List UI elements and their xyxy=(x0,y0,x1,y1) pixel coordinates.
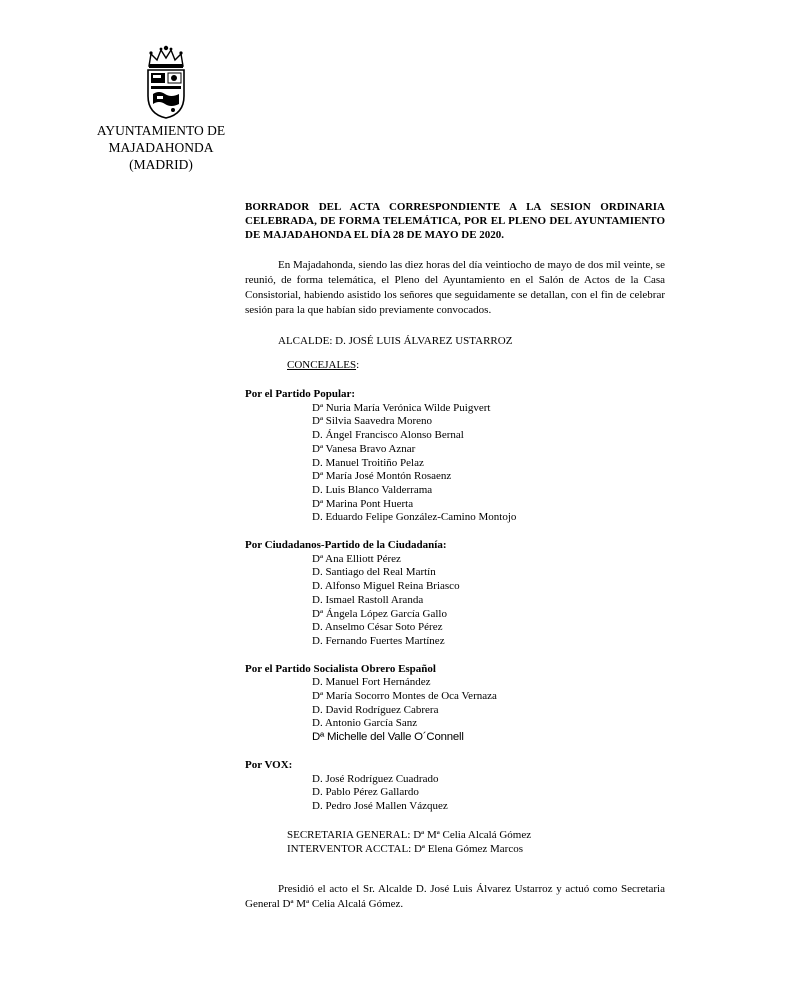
member-item: D. Anselmo César Soto Pérez xyxy=(312,621,443,634)
party-title: Por el Partido Popular: xyxy=(245,388,356,400)
member-item: D. Manuel Troitiño Pelaz xyxy=(312,456,424,469)
minutes-body xyxy=(245,200,665,912)
org-line: (MADRID) xyxy=(129,157,193,172)
member-item: D. Fernando Fuertes Martínez xyxy=(312,634,445,647)
party-title: Por Ciudadanos-Partido de la Ciudadanía: xyxy=(245,539,447,552)
municipal-crest-icon xyxy=(143,44,189,120)
member-list xyxy=(245,773,665,814)
member-item: D. Ángel Francisco Alonso Bernal xyxy=(312,429,464,442)
member-item: D. Eduardo Felipe González-Camino Montojo xyxy=(312,511,517,524)
councillors-colon: : xyxy=(356,359,360,371)
closing-paragraph: Presidió el acto el Sr. Alcalde D. José Luis Álvarez Ustarroz y actuó como Secretaria General Dª Mª Celia Alcalá Gómez. xyxy=(245,882,665,910)
member-item: Dª Marina Pont Huerta xyxy=(312,497,414,510)
councillors-heading xyxy=(245,358,665,372)
member-item: D. Alfonso Miguel Reina Briasco xyxy=(312,580,460,593)
controller-line: INTERVENTOR ACCTAL: Dª Elena Gómez Marcos xyxy=(287,842,524,855)
member-item: D. Luis Blanco Valderrama xyxy=(312,483,433,496)
member-item: Dª Ana Elliott Pérez xyxy=(312,552,401,565)
organization-name xyxy=(80,122,242,173)
member-item: Dª María José Montón Rosaenz xyxy=(312,470,452,483)
member-item: D. Ismael Rastoll Aranda xyxy=(312,593,424,606)
party-title: Por el Partido Socialista Obrero Español xyxy=(245,662,436,675)
member-item: Dª Silvia Saavedra Moreno xyxy=(312,415,433,428)
member-list xyxy=(245,676,665,745)
member-item: D. Pablo Pérez Gallardo xyxy=(312,786,419,799)
org-line: AYUNTAMIENTO DE xyxy=(96,123,226,138)
member-item: Dª Vanesa Bravo Aznar xyxy=(312,442,416,455)
document-title: BORRADOR DEL ACTA CORRESPONDIENTE A LA SESION ORDINARIA CELEBRADA, DE FORMA TELEMÁTICA, POR EL PLENO DEL AYUNTAMIENTO DE MAJADAHONDA EL DÍA 28 DE MAYO DE 2020. xyxy=(245,201,665,241)
member-item: D. Antonio García Sanz xyxy=(312,717,418,730)
councillors-label: CONCEJALES xyxy=(287,359,357,371)
officials-block xyxy=(245,828,665,856)
member-item: Dª Nuria María Verónica Wilde Puigvert xyxy=(312,401,491,414)
member-item: D. José Rodríguez Cuadrado xyxy=(312,772,439,785)
mayor-line: ALCALDE: D. JOSÉ LUIS ÁLVAREZ USTARROZ xyxy=(278,335,513,347)
secretary-line: SECRETARIA GENERAL: Dª Mª Celia Alcalá Gómez xyxy=(287,828,532,841)
org-line: MAJADAHONDA xyxy=(108,140,214,155)
party-group-psoe xyxy=(245,663,665,745)
member-item: D. Manuel Fort Hernández xyxy=(312,676,431,689)
member-item: D. David Rodríguez Cabrera xyxy=(312,703,439,716)
party-title: Por VOX: xyxy=(245,758,293,771)
intro-paragraph: En Majadahonda, siendo las diez horas del día veintiocho de mayo de dos mil veinte, se reunió, de forma telemática, el Pleno del Ayuntamiento en el Salón de Actos de la Casa Consistorial, habiendo asistido los señores que seguidamente se detallan, con el fin de celebrar sesión para la que habían sido previamente convocados. xyxy=(245,259,665,316)
member-item: Dª Michelle del Valle O´Connell xyxy=(312,731,464,744)
member-item: D. Pedro José Mallen Vázquez xyxy=(312,799,448,812)
member-list xyxy=(245,553,665,649)
member-item: Dª Ángela López García Gallo xyxy=(312,607,447,620)
member-item: D. Santiago del Real Martín xyxy=(312,566,436,579)
member-item: Dª María Socorro Montes de Oca Vernaza xyxy=(312,690,497,703)
member-list xyxy=(245,402,665,525)
party-group-pp xyxy=(245,388,665,525)
party-group-vox xyxy=(245,759,665,814)
party-group-cs xyxy=(245,539,665,649)
